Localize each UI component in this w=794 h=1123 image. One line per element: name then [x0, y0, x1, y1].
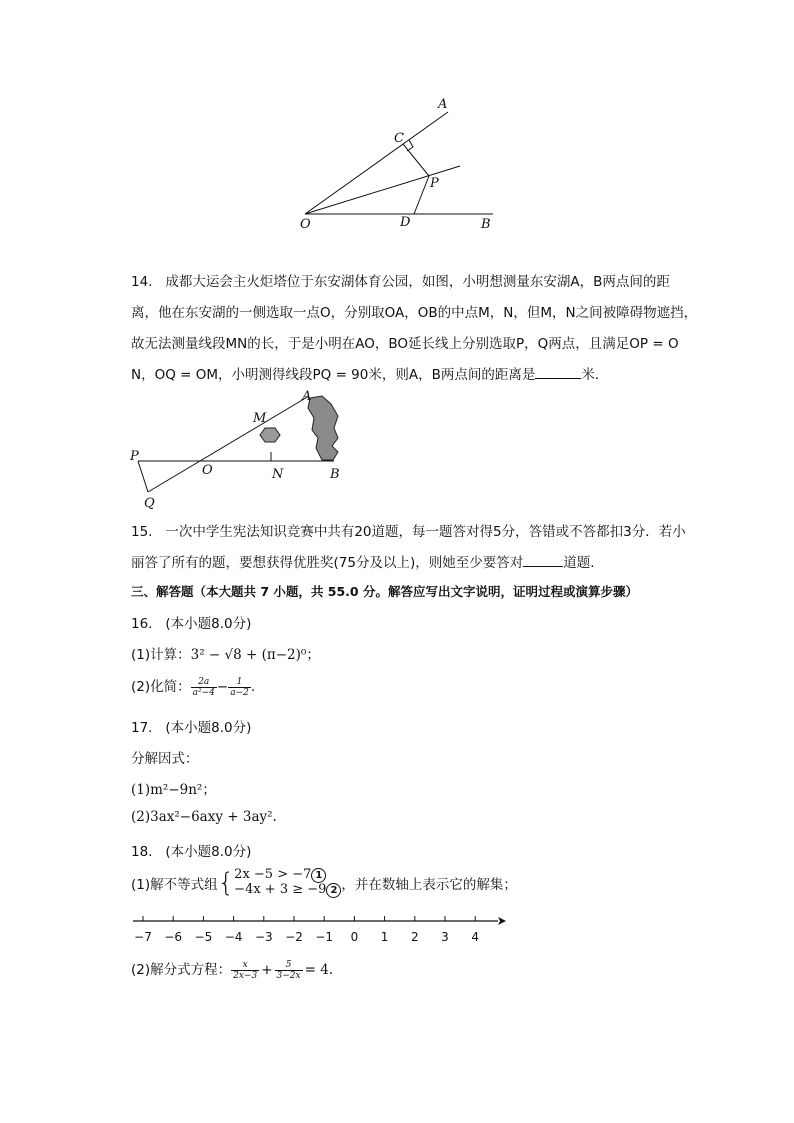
label-b2: B — [330, 467, 340, 482]
q18-fraction-2 — [275, 960, 303, 981]
inequality-1-text: 2x −5 > −7 — [234, 867, 312, 882]
number-line-label: −4 — [224, 930, 243, 944]
q16-frac2-num: 1 — [228, 677, 251, 688]
label-p2: P — [130, 449, 139, 464]
q18-frac1-num: x — [231, 960, 259, 971]
q18-part2 — [131, 958, 333, 981]
q16-part1 — [131, 643, 320, 663]
segment-pc — [403, 144, 429, 176]
number-line-label: 2 — [410, 930, 419, 944]
inequality-2-text: −4x + 3 ≥ −9 — [234, 882, 327, 897]
q15-answer-blank[interactable] — [523, 566, 563, 567]
number-line — [128, 910, 508, 948]
q18-part1-tail: ，并在数轴上表示它的解集； — [341, 877, 517, 893]
q18-header: 18. (本小题8.0分) — [131, 844, 252, 860]
q18-plus: + — [261, 962, 273, 978]
number-line-label: −6 — [164, 930, 183, 944]
q17-part2: (2)3ax²−6axy + 3ay². — [131, 809, 277, 825]
segment-pq — [138, 461, 148, 492]
lake-shape — [308, 396, 338, 460]
q16-part1-expr: 3² − √8 + (π−2)⁰； — [190, 647, 320, 663]
q18-fraction-1 — [231, 960, 259, 981]
q16-frac1-num: 2a — [191, 677, 217, 688]
label-o2: O — [202, 463, 213, 478]
angle-bisector-figure — [290, 92, 510, 237]
number-line-label: −5 — [194, 930, 213, 944]
circled-2-mark: 2 — [326, 883, 341, 898]
q14-line4-pre: N，OQ = OM，小明测得线段PQ = 90米，则A，B两点间的距离是 — [131, 367, 536, 383]
number-line-label: −1 — [315, 930, 334, 944]
label-b: B — [481, 217, 491, 232]
q18-frac2-den: 3−2x — [276, 970, 301, 981]
number-line-label: −7 — [134, 930, 152, 944]
q18-part1-label: (1)解不等式组 — [131, 877, 218, 893]
q16-end: . — [250, 679, 256, 695]
q16-part1-label: (1)计算： — [131, 647, 191, 663]
q14-line3: 故无法测量线段MN的长，于是小明在AO，BO延长线上分别选取P，Q两点，且满足OP = O — [131, 336, 679, 352]
label-q: Q — [144, 496, 155, 510]
q14-line4 — [131, 363, 608, 383]
q14-line1: 14. 成都大运会主火炬塔位于东安湖体育公园，如图，小明想测量东安湖A，B两点间的距 — [131, 274, 670, 290]
q15-line2-post: 道题． — [563, 555, 604, 571]
segment-qa — [148, 396, 309, 492]
q18-part2-label: (2)解分式方程： — [131, 962, 232, 978]
q14-answer-blank[interactable] — [535, 378, 581, 379]
q18-frac1-den: 2x−3 — [233, 970, 258, 981]
label-m: M — [253, 411, 267, 426]
label-a: A — [438, 97, 448, 112]
q14-line4-post: 米． — [581, 367, 609, 383]
label-a2: A — [302, 389, 312, 404]
q16-fraction-1 — [191, 677, 217, 698]
q16-part2 — [131, 675, 255, 698]
q16-header: 16. (本小题8.0分) — [131, 616, 252, 632]
number-line-label: −2 — [285, 930, 303, 944]
label-c: C — [394, 131, 404, 146]
q15-line1: 15. 一次中学生宪法知识竞赛中共有20道题，每一题答对得5分，答错或不答都扣3分．若小 — [131, 524, 686, 540]
inequality-1 — [234, 868, 341, 883]
obstacle-hexagon — [260, 428, 280, 442]
q16-minus: − — [216, 679, 229, 695]
q16-part2-label: (2)化简： — [131, 679, 191, 695]
number-line-label: −3 — [254, 930, 273, 944]
q16-frac2-den: a−2 — [230, 687, 249, 698]
label-o: O — [300, 217, 311, 232]
inequality-system — [234, 868, 341, 898]
label-n: N — [272, 467, 284, 482]
q17-part1: (1)m²−9n²； — [131, 782, 216, 798]
q18-part1 — [131, 868, 517, 898]
q17-intro: 分解因式： — [131, 751, 199, 767]
lake-figure — [126, 386, 356, 510]
label-p: P — [430, 176, 439, 191]
q16-fraction-2 — [228, 677, 251, 698]
ray-oa — [305, 112, 448, 214]
number-line-label: 0 — [350, 930, 359, 944]
q15-line2 — [131, 551, 604, 571]
number-line-label: 4 — [471, 930, 480, 944]
label-d: D — [400, 215, 411, 230]
q17-header: 17. (本小题8.0分) — [131, 720, 252, 736]
inequality-2 — [234, 883, 341, 898]
q14-line2: 离，他在东安湖的一侧选取一点O，分别取OA，OB的中点M，N，但M，N之间被障碍物遮挡， — [131, 305, 698, 321]
q15-line2-pre: 丽答了所有的题，要想获得优胜奖(75分及以上)，则她至少要答对 — [131, 555, 524, 571]
segment-pd — [414, 176, 429, 214]
q18-frac2-num: 5 — [275, 960, 303, 971]
circled-1-mark: 1 — [311, 868, 326, 883]
number-line-arrow — [498, 917, 506, 925]
number-line-label: 1 — [380, 930, 389, 944]
brace: { — [217, 868, 235, 898]
number-line-label: 3 — [441, 930, 449, 944]
q16-frac1-den: a²−4 — [192, 687, 215, 698]
q18-end: = 4. — [304, 962, 334, 978]
section-heading: 三、解答题（本大题共 7 小题，共 55.0 分。解答应写出文字说明，证明过程或演算步骤） — [131, 584, 638, 599]
